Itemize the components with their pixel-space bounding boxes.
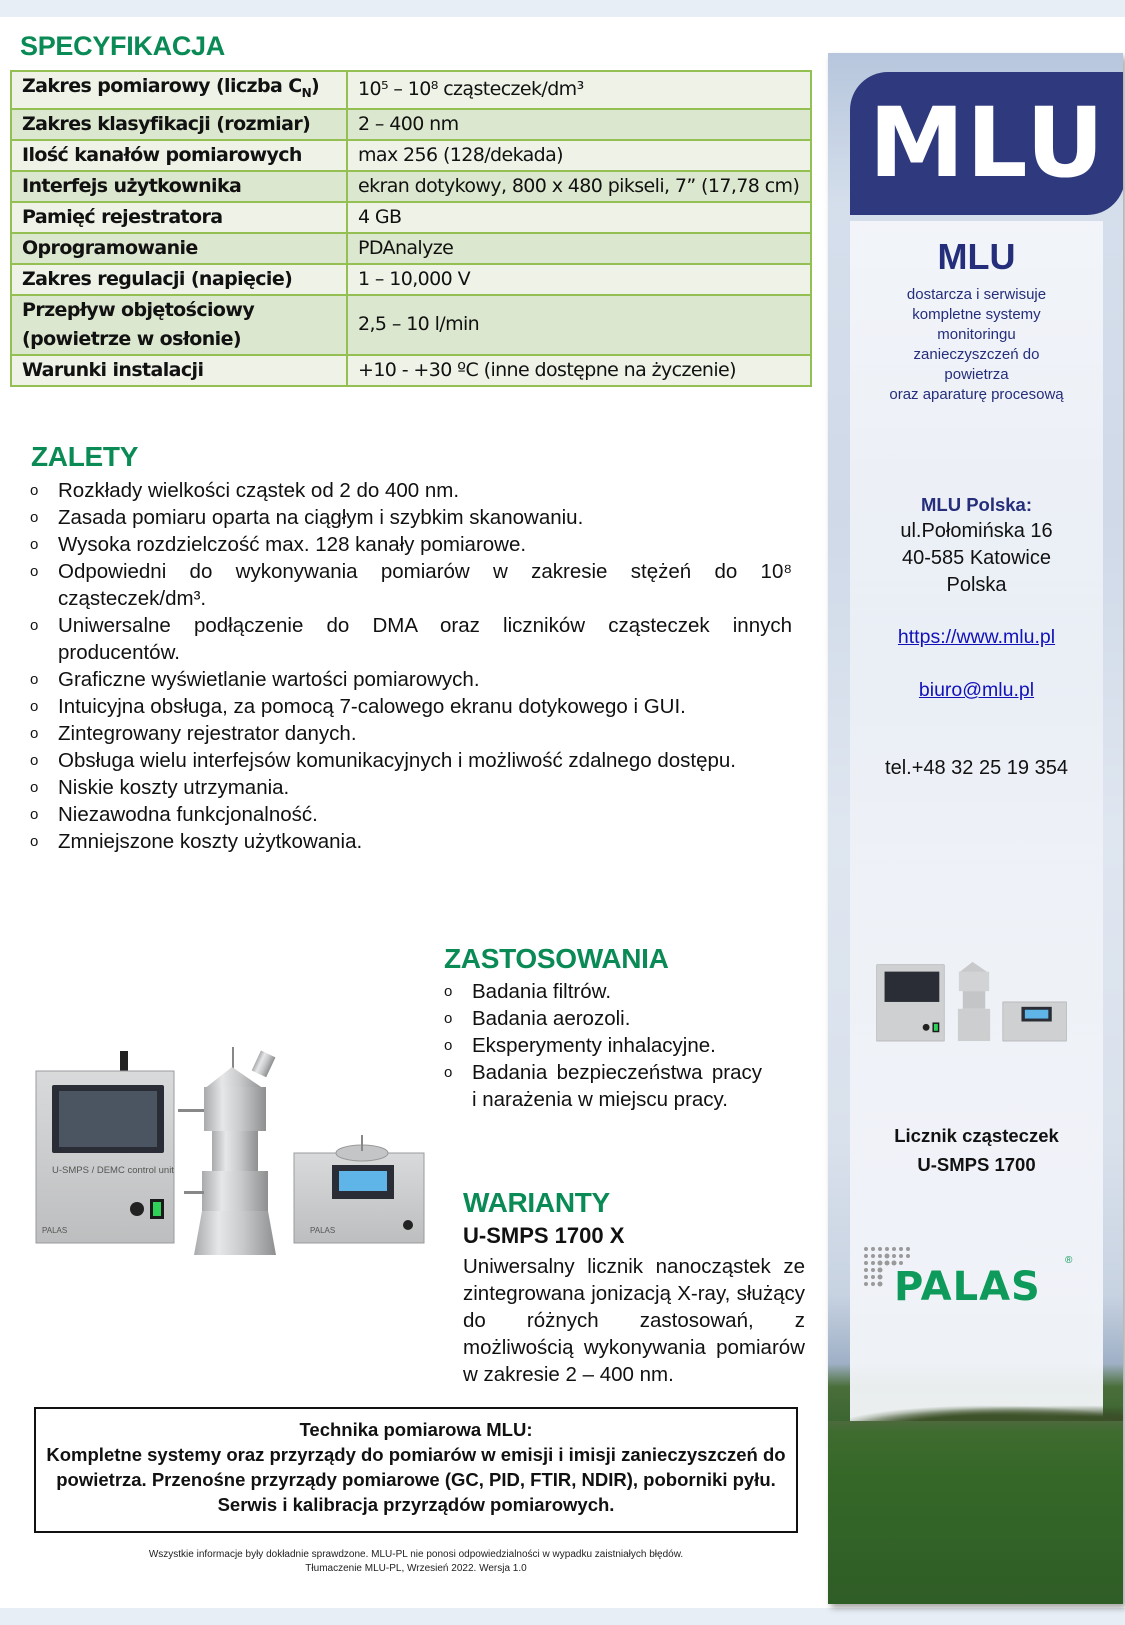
datasheet-page (0, 17, 1125, 1608)
spec-label: Warunki instalacji (11, 355, 347, 386)
email-link[interactable]: biuro@mlu.pl (918, 679, 1035, 701)
table-row (11, 171, 811, 202)
address-title: MLU Polska: (920, 494, 1033, 515)
list-item: o Uniwersalne podłączenie do DMA oraz liczników cząsteczek innych producentów. (30, 614, 792, 664)
disclaimer: Wszystkie informacje były dokładnie sprawdzone. MLU-PL nie ponosi odpowiedzialności w wypadku zaistniałych błędów. Tłumaczenie MLU-PL, Wrzesień 2022. Wersja 1.0 (148, 1549, 684, 1574)
advantages-title: ZALETY (31, 441, 139, 472)
list-item: o Graficzne wyświetlanie wartości pomiarowych. (30, 668, 480, 691)
list-item: o Badania filtrów. (444, 980, 612, 1003)
list-item: o Intuicyjna obsługa, za pomocą 7-calowego ekranu dotykowego i GUI. (30, 695, 686, 718)
bullet-icon: o (30, 509, 39, 526)
list-item: o Zmniejszone koszty użytkowania. (30, 830, 363, 853)
spec-title: SPECYFIKACJA (20, 31, 225, 61)
product-caption: Licznik cząsteczek U-SMPS 1700 (894, 1125, 1059, 1175)
mini-product-photo (874, 955, 1076, 1043)
spec-value: 4 GB (347, 202, 811, 233)
table-row (11, 140, 811, 171)
spec-value: max 256 (128/dekada) (347, 140, 811, 171)
bullet-icon: o (30, 725, 39, 742)
svg-text:PALAS: PALAS (42, 1226, 68, 1235)
spec-value: 2 – 400 nm (347, 109, 811, 140)
spec-label: Interfejs użytkownika (11, 171, 347, 202)
bullet-icon: o (30, 806, 39, 823)
variants-title: WARIANTY (463, 1187, 610, 1218)
list-item: o Zintegrowany rejestrator danych. (30, 722, 357, 745)
advantages-list (30, 477, 792, 855)
bullet-icon: o (30, 563, 39, 580)
bullet-icon: o (30, 779, 39, 796)
spec-value: PDAnalyze (347, 233, 811, 264)
sidebar-banner (828, 53, 1123, 1604)
spec-label: Przepływ objętościowy (powietrze w osłonie) (11, 295, 347, 355)
grass-decoration (828, 1421, 1123, 1604)
table-row (11, 202, 811, 233)
list-item: o Badania aerozoli. (444, 1007, 631, 1030)
tech-box-text: Kompletne systemy oraz przyrządy do pomiarów w emisji i imisji zanieczyszczeń do powietrza. Przenośne przyrządy pomiarowe (GC, PID, FTIR, NDIR), poborniki pyłu. Serwis i kalibracja przyrządów pomiarowych. (46, 1444, 786, 1515)
applications-title: ZASTOSOWANIA (444, 943, 669, 974)
list-item: o Niezawodna funkcjonalność. (30, 803, 318, 826)
list-item: o Odpowiedni do wykonywania pomiarów w zakresie stężeń do 10⁸ cząsteczek/dm³. (30, 560, 792, 610)
table-row (11, 355, 811, 386)
mlu-logo: MLU (850, 72, 1123, 215)
bullet-icon: o (30, 671, 39, 688)
tech-info-box (34, 1407, 798, 1533)
svg-text:U-SMPS / DEMC control unit: U-SMPS / DEMC control unit (52, 1165, 174, 1176)
bullet-icon: o (444, 1010, 453, 1027)
list-item: o Eksperymenty inhalacyjne. (444, 1034, 716, 1057)
spec-label: Zakres regulacji (napięcie) (11, 264, 347, 295)
spec-label: Oprogramowanie (11, 233, 347, 264)
bullet-icon: o (30, 833, 39, 850)
phone-number: tel.+48 32 25 19 354 (885, 757, 1068, 779)
spec-value: ekran dotykowy, 800 x 480 pikseli, 7” (17,78 cm) (347, 171, 811, 202)
list-item: o Badania bezpieczeństwa pracy i narażenia w miejscu pracy. (444, 1061, 762, 1111)
table-row (11, 295, 811, 355)
svg-text:®: ® (1065, 1255, 1073, 1266)
spec-table (10, 70, 812, 387)
list-item: o Rozkłady wielkości cząstek od 2 do 400 nm. (30, 479, 460, 502)
spec-label: Zakres pomiarowy (liczba $C_N$) (11, 71, 347, 109)
bullet-icon: o (444, 1037, 453, 1054)
bullet-icon: o (30, 482, 39, 499)
company-description: dostarcza i serwisuje kompletne systemy monitoringu zanieczyszczeń do powietrza oraz aparaturę procesową (889, 286, 1064, 403)
spec-value: 10⁵ – 10⁸ cząsteczek/dm³ (347, 71, 811, 109)
bullet-icon: o (30, 536, 39, 553)
list-item: o Zasada pomiaru oparta na ciągłym i szybkim skanowaniu. (30, 506, 584, 529)
instrument-thumbnail-icon (874, 955, 1076, 1043)
table-row (11, 233, 811, 264)
bullet-icon: o (30, 698, 39, 715)
variant-model: U-SMPS 1700 X (463, 1223, 625, 1248)
palas-logo (862, 1245, 1077, 1305)
table-row (11, 71, 811, 109)
list-item: o Niskie koszty utrzymania. (30, 776, 290, 799)
spec-label: Pamięć rejestratora (11, 202, 347, 233)
tech-box-title: Technika pomiarowa MLU: (299, 1419, 533, 1440)
instrument-illustration-icon (32, 1047, 442, 1257)
list-item: o Obsługa wielu interfejsów komunikacyjnych i możliwość zdalnego dostępu. (30, 749, 736, 772)
spec-value: 2,5 – 10 l/min (347, 295, 811, 355)
address-block: MLU Polska: ul.Połomińska 16 40-585 Katowice Polska (850, 491, 1103, 599)
spec-value: 1 – 10,000 V (347, 264, 811, 295)
palas-dots-icon (862, 1245, 1077, 1305)
table-row (11, 109, 811, 140)
bullet-icon: o (444, 1064, 453, 1081)
table-row (11, 264, 811, 295)
svg-text:PALAS: PALAS (894, 1264, 1041, 1305)
website-link-wrap (850, 626, 1103, 649)
bullet-icon: o (444, 983, 453, 1000)
spec-value: +10 - +30 ºC (inne dostępne na życzenie) (347, 355, 811, 386)
email-link-wrap (850, 679, 1103, 702)
svg-text:PALAS: PALAS (310, 1226, 336, 1235)
bullet-icon: o (30, 752, 39, 769)
product-photo (32, 1047, 442, 1257)
list-item: o Wysoka rozdzielczość max. 128 kanały pomiarowe. (30, 533, 527, 556)
company-name: MLU (937, 236, 1016, 277)
spec-label: Zakres klasyfikacji (rozmiar) (11, 109, 347, 140)
variant-description: Uniwersalny licznik nanocząstek ze zintegrowana jonizacją X-ray, służący do różnych zastosowań, z możliwością wykonywania pomiarów w zakresie 2 – 400 nm. (463, 1255, 805, 1386)
spec-label: Ilość kanałów pomiarowych (11, 140, 347, 171)
applications-list (444, 978, 762, 1113)
website-link[interactable]: https://www.mlu.pl (897, 626, 1056, 648)
bullet-icon: o (30, 617, 39, 634)
